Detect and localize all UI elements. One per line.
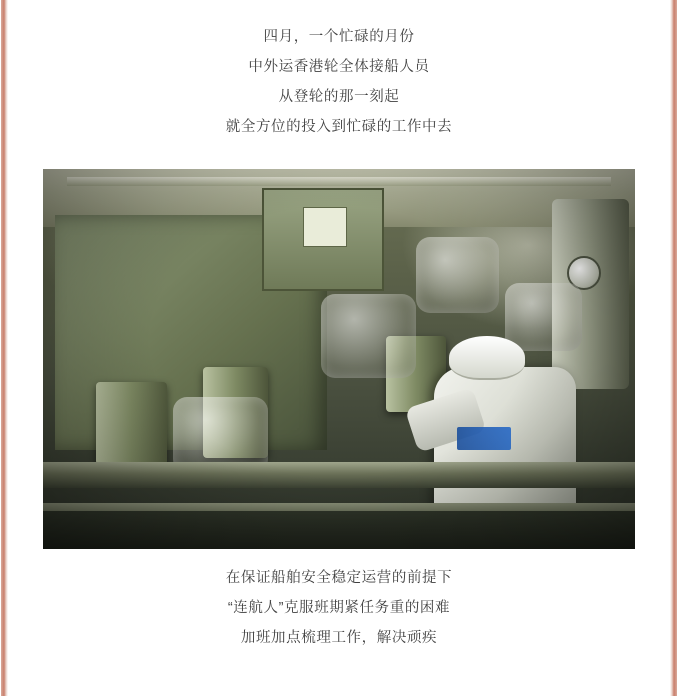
body-line-3: 加班加点梳理工作，解决顽疾 xyxy=(240,630,438,646)
body-line-2: “连航人”克服班期紧任务重的困难 xyxy=(227,600,451,616)
intro-line-3: 从登轮的那一刻起 xyxy=(278,89,400,105)
article-content xyxy=(8,0,670,696)
intro-line-1: 四月，一个忙碌的月份 xyxy=(263,29,415,45)
decorative-left-border xyxy=(0,0,8,696)
photo-vignette xyxy=(43,169,635,549)
intro-line-4: 就全方位的投入到忙碌的工作中去 xyxy=(225,119,453,135)
engine-room-crew-photo xyxy=(43,169,635,549)
body-paragraph xyxy=(8,549,670,653)
intro-paragraph xyxy=(8,0,670,142)
body-line-1: 在保证船舶安全稳定运营的前提下 xyxy=(225,570,453,586)
decorative-right-border xyxy=(670,0,678,696)
photo-scene xyxy=(43,169,635,549)
intro-line-2: 中外运香港轮全体接船人员 xyxy=(248,59,430,75)
